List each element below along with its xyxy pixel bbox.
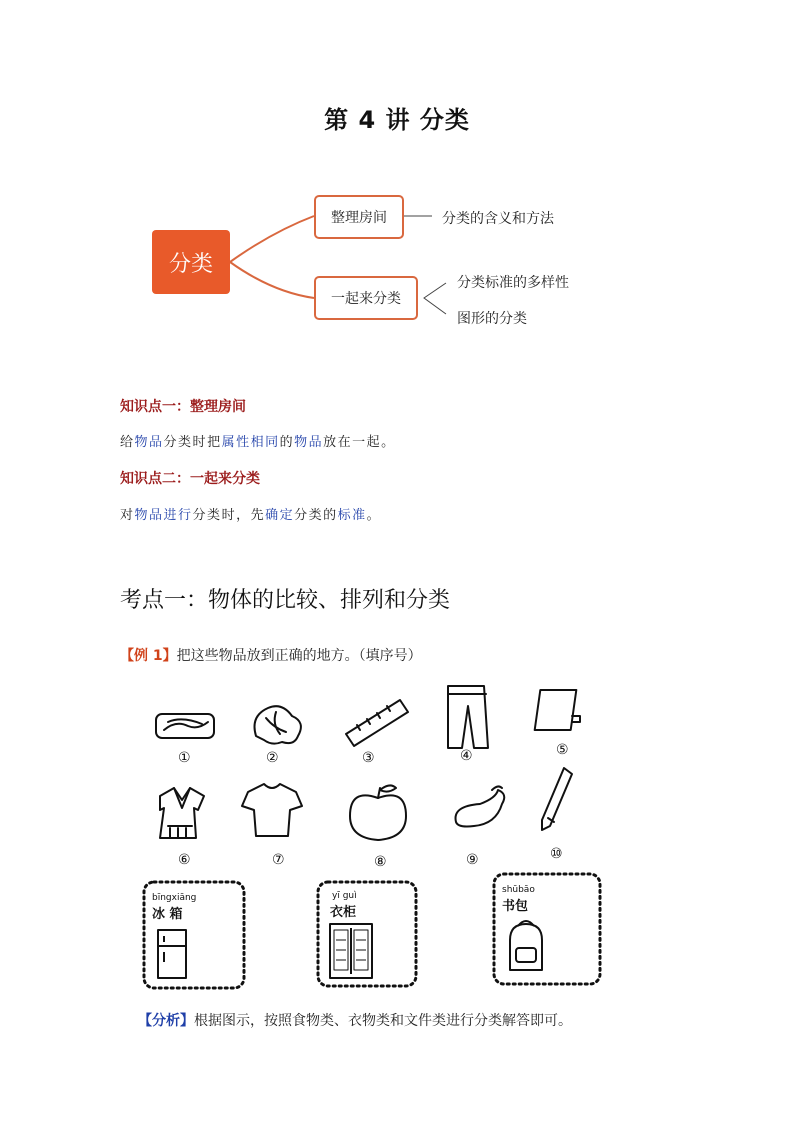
box-label: 冰 箱	[152, 907, 183, 922]
item-number: ③	[362, 750, 375, 766]
kp-text: 对	[120, 508, 135, 523]
box-pinyin: shūbāo	[502, 885, 535, 895]
schoolbag-icon	[510, 921, 542, 970]
item-number: ⑥	[178, 852, 191, 868]
kp-highlight: 属性	[221, 435, 251, 450]
example-figure	[138, 678, 608, 998]
knowledge-point-body	[120, 504, 381, 523]
kp-text: 把	[207, 435, 222, 450]
example-text: 把这些物品放到正确的地方。（填序号）	[176, 648, 422, 664]
dress-icon	[160, 788, 204, 838]
kp-text: 给	[120, 435, 135, 450]
connector-root-branch1	[230, 216, 314, 262]
cabbage-icon	[255, 706, 301, 743]
fridge-icon	[158, 930, 186, 978]
mind-map-branch-2: 一起来分类	[314, 276, 418, 320]
mind-map-leaf: 分类的含义和方法	[442, 211, 554, 227]
box-pinyin: bīngxiāng	[152, 893, 197, 903]
kp-text: 分类	[192, 508, 222, 523]
connector-branch2-leaves	[424, 283, 446, 314]
kp-text: 分类	[294, 508, 324, 523]
kp-highlight: 进行	[163, 508, 193, 523]
item-number: ②	[266, 750, 279, 766]
connector-root-branch2	[230, 262, 314, 298]
analysis-tag: 【分析】	[138, 1013, 194, 1029]
knowledge-point-title: 知识点二：一起来分类	[120, 471, 260, 487]
kp-text: 起。	[366, 435, 396, 450]
mind-map-leaf: 图形的分类	[457, 311, 527, 327]
kp-text: 的	[279, 435, 295, 450]
kp-text: 。	[366, 508, 382, 523]
mind-map-leaf: 分类标准的多样性	[457, 275, 569, 291]
apple-icon	[350, 785, 406, 840]
analysis-text: 根据图示，按照食物类、衣物类和文件类进行分类解答即可。	[194, 1013, 572, 1029]
box-label: 书包	[502, 899, 529, 914]
bread-icon	[156, 714, 214, 738]
example-tag: 【例 1】	[120, 648, 177, 664]
analysis	[138, 1010, 572, 1030]
book-icon	[535, 690, 580, 730]
box-label: 衣柜	[330, 905, 357, 920]
wardrobe-icon	[330, 924, 372, 978]
item-number: ①	[178, 750, 191, 766]
item-number: ⑤	[556, 742, 569, 758]
pencil-icon	[542, 768, 572, 830]
kp-text: 时，先	[221, 508, 266, 523]
trousers-icon	[448, 686, 488, 748]
kp-text: 分类	[163, 435, 193, 450]
kp-text: 一	[352, 435, 367, 450]
ruler-icon	[346, 700, 408, 746]
example-question	[120, 645, 422, 665]
kp-text: 的	[323, 508, 338, 523]
box-pinyin: yī guì	[332, 891, 357, 901]
kp-highlight: 确定	[265, 508, 295, 523]
page-title: 第 4 讲 分类	[324, 106, 470, 134]
kp-highlight: 物品	[134, 435, 164, 450]
item-number: ④	[460, 748, 473, 764]
kp-highlight: 标准	[337, 508, 367, 523]
eggplant-icon	[456, 786, 505, 826]
kp-highlight: 物品	[134, 508, 164, 523]
t-shirt-icon	[242, 784, 302, 836]
kp-text: 放在	[323, 435, 353, 450]
knowledge-point-body	[120, 431, 396, 450]
knowledge-point-title: 知识点一：整理房间	[120, 399, 246, 415]
kp-highlight: 相同	[250, 435, 280, 450]
kp-text: 时	[192, 435, 208, 450]
mind-map-branch-1: 整理房间	[314, 195, 404, 239]
section-heading: 考点一：物体的比较、排列和分类	[120, 588, 451, 613]
item-number: ⑧	[374, 854, 387, 870]
kp-highlight: 物品	[294, 435, 324, 450]
mind-map-root: 分类	[152, 230, 230, 294]
item-number: ⑨	[466, 852, 479, 868]
item-number: ⑩	[550, 846, 563, 862]
item-number: ⑦	[272, 852, 285, 868]
